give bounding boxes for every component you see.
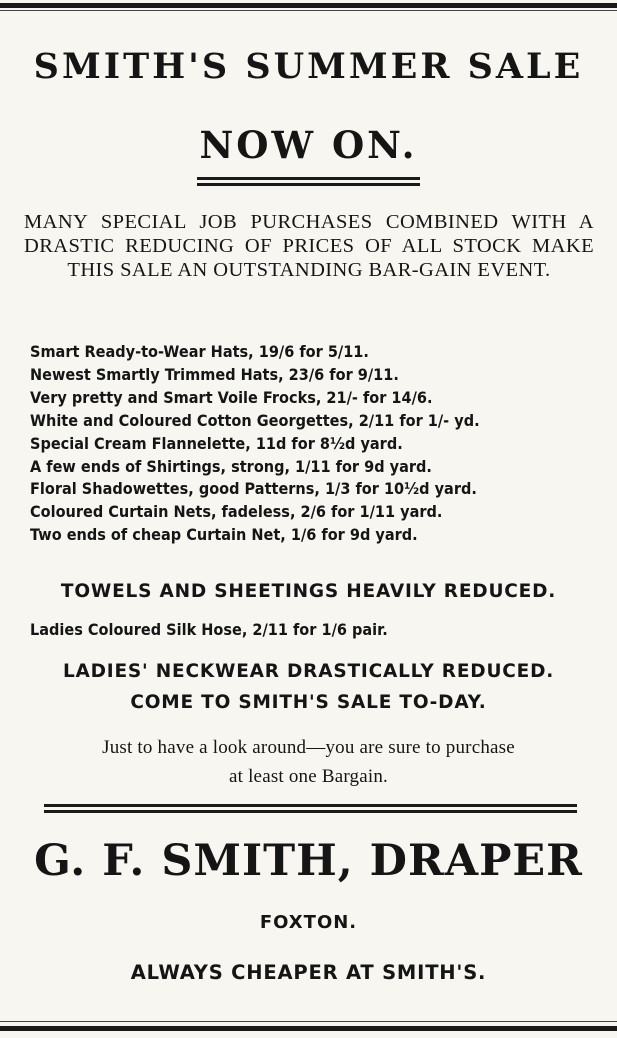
list-item: Newest Smartly Trimmed Hats, 23/6 for 9/11. [30, 365, 399, 384]
list-item: Coloured Curtain Nets, fadeless, 2/6 for 1/11 yard. [30, 503, 443, 522]
firm-name: G. F. SMITH, DRAPER [34, 836, 583, 886]
top-border-rule [0, 3, 617, 8]
subheadline-double-rule [197, 177, 420, 186]
ad-subheadline: NOW ON. [199, 123, 418, 167]
list-item: Very pretty and Smart Voile Frocks, 21/- for 14/6. [30, 388, 433, 407]
intro-paragraph: MANY SPECIAL JOB PURCHASES COMBINED WITH A DRASTIC REDUCING OF PRICES OF ALL STOCK MAKE THIS SALE AN OUTSTANDING BAR-GAIN EVENT. [24, 211, 594, 281]
come-to-sale-notice: COME TO SMITH'S SALE TO-DAY. [130, 692, 487, 713]
list-item: White and Coloured Cotton Georgettes, 2/11 for 1/- yd. [30, 411, 480, 430]
list-item: Two ends of cheap Curtain Net, 1/6 for 9d yard. [30, 526, 418, 545]
bottom-border-hairline [0, 1021, 617, 1022]
sale-items-list [30, 341, 480, 547]
ad-headline: SMITH'S SUMMER SALE [33, 46, 584, 87]
top-border-hairline [0, 10, 617, 11]
closing-line-1: Just to have a look around—you are sure to purchase [102, 737, 515, 758]
list-item: A few ends of Shirtings, strong, 1/11 for 9d yard. [30, 457, 432, 476]
list-item: Special Cream Flannelette, 11d for 8½d yard. [30, 434, 403, 453]
footer-double-rule [44, 804, 577, 813]
hose-offer: Ladies Coloured Silk Hose, 2/11 for 1/6 pair. [30, 621, 388, 639]
list-item: Floral Shadowettes, good Patterns, 1/3 for 10½d yard. [30, 480, 477, 499]
town-name: FOXTON. [259, 912, 358, 933]
slogan: ALWAYS CHEAPER AT SMITH'S. [130, 961, 487, 984]
towels-notice: TOWELS AND SHEETINGS HEAVILY REDUCED. [60, 581, 557, 602]
closing-text [0, 733, 617, 791]
closing-line-2: at least one Bargain. [229, 766, 388, 787]
bottom-border-rule [0, 1026, 617, 1031]
list-item: Smart Ready-to-Wear Hats, 19/6 for 5/11. [30, 343, 369, 361]
neckwear-notice: LADIES' NECKWEAR DRASTICALLY REDUCED. [62, 661, 555, 682]
